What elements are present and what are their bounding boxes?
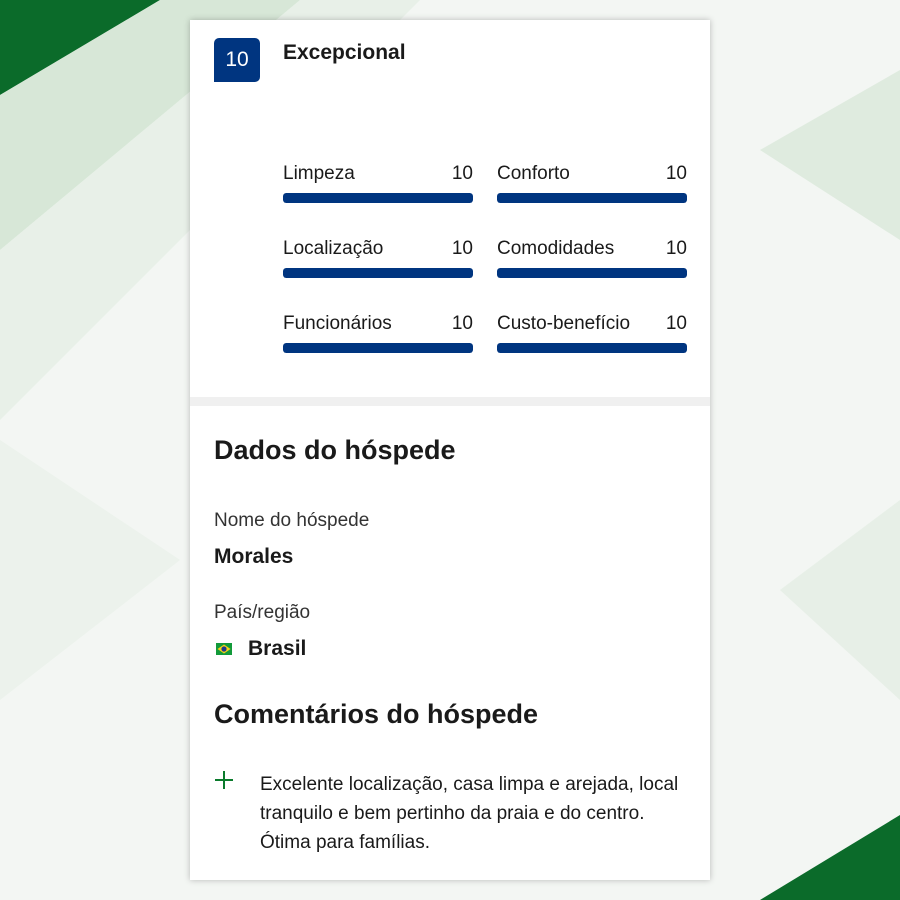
category-bar-fill bbox=[283, 343, 473, 353]
category-label: Funcionários bbox=[283, 313, 392, 334]
category-label: Comodidades bbox=[497, 238, 615, 259]
category-custo-beneficio bbox=[497, 313, 687, 363]
category-bar bbox=[283, 343, 473, 353]
category-funcionarios bbox=[283, 313, 473, 363]
guest-name-value: Morales bbox=[214, 545, 294, 568]
review-card bbox=[190, 20, 710, 880]
category-limpeza bbox=[283, 163, 473, 213]
country-label: País/região bbox=[214, 602, 311, 623]
category-label: Limpeza bbox=[283, 163, 355, 184]
guest-name-label: Nome do hóspede bbox=[214, 510, 370, 531]
category-value: 10 bbox=[451, 238, 473, 259]
score-badge: 10 bbox=[214, 38, 260, 82]
category-value: 10 bbox=[665, 313, 687, 334]
category-comodidades bbox=[497, 238, 687, 288]
category-bar-fill bbox=[497, 193, 687, 203]
category-bar-fill bbox=[497, 343, 687, 353]
category-conforto bbox=[497, 163, 687, 213]
category-bar bbox=[283, 268, 473, 278]
brazil-flag-icon bbox=[216, 643, 232, 655]
category-value: 10 bbox=[665, 238, 687, 259]
category-value: 10 bbox=[451, 163, 473, 184]
comments-section-title: Comentários do hóspede bbox=[214, 699, 539, 729]
category-value: 10 bbox=[451, 313, 473, 334]
category-bar bbox=[497, 343, 687, 353]
category-value: 10 bbox=[665, 163, 687, 184]
category-label: Custo-benefício bbox=[497, 313, 631, 334]
category-bar-fill bbox=[283, 193, 473, 203]
category-localizacao bbox=[283, 238, 473, 288]
guest-section-title: Dados do hóspede bbox=[214, 435, 456, 465]
category-bar-fill bbox=[283, 268, 473, 278]
category-bar bbox=[497, 193, 687, 203]
category-label: Conforto bbox=[497, 163, 570, 184]
category-bar bbox=[497, 268, 687, 278]
country-value: Brasil bbox=[248, 637, 307, 660]
category-bar bbox=[283, 193, 473, 203]
category-label: Localização bbox=[283, 238, 384, 259]
section-divider bbox=[190, 397, 710, 406]
category-bar-fill bbox=[497, 268, 687, 278]
positive-comment-text: Excelente localização, casa limpa e arejada, local tranquilo e bem pertinho da praia e do centro. Ótima para famílias. bbox=[260, 774, 679, 853]
plus-icon bbox=[214, 770, 234, 790]
score-word: Excepcional bbox=[283, 41, 406, 64]
